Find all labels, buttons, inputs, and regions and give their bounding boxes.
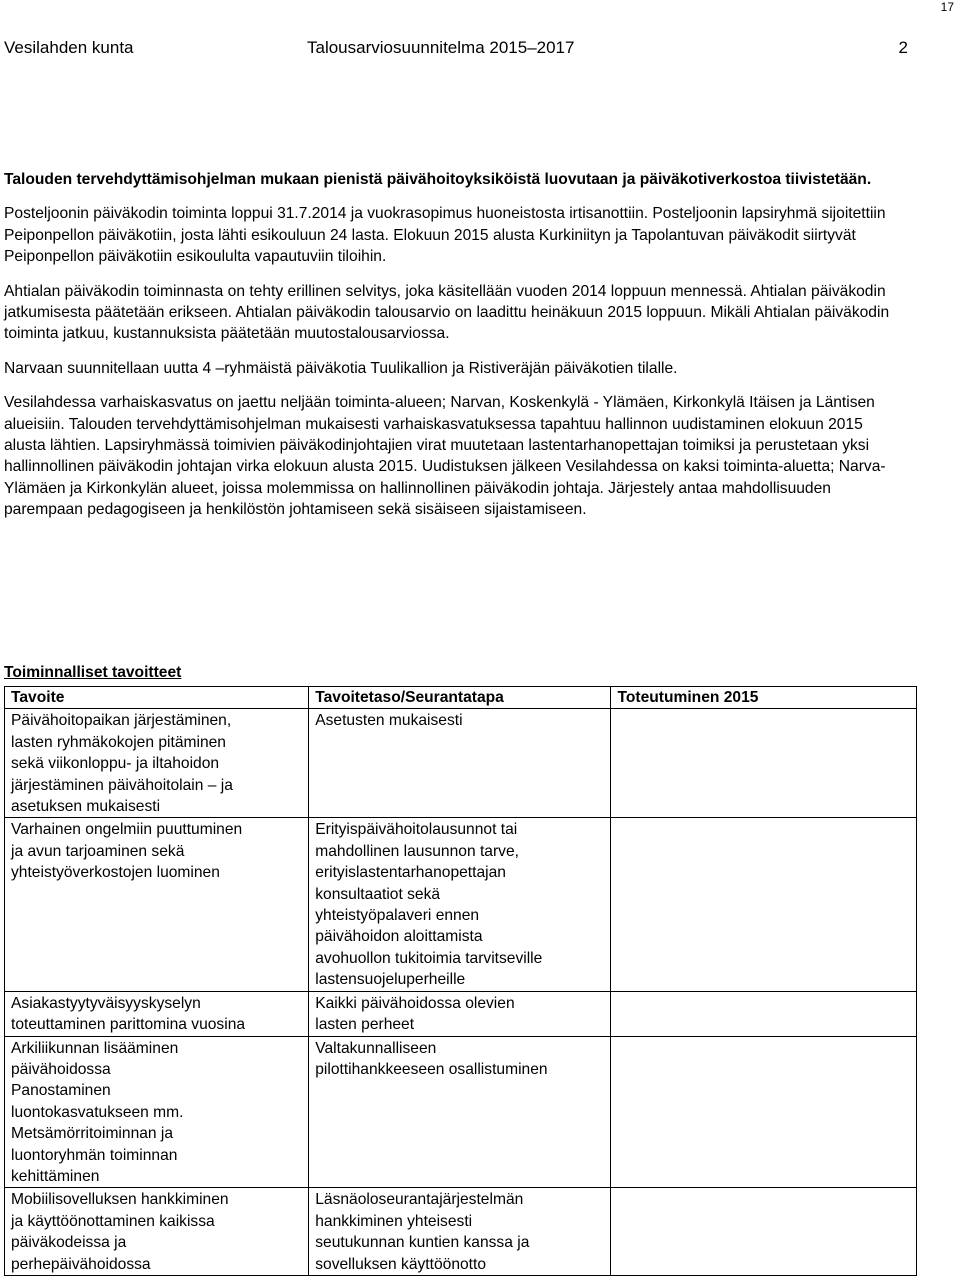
- goal-cell: [5, 1188, 309, 1276]
- cell-line: sekä viikonloppu- ja iltahoidon: [11, 755, 220, 773]
- section-title: Toiminnalliset tavoitteet: [4, 664, 182, 681]
- cell-line: yhteistyöpalaveri ennen: [315, 907, 480, 925]
- paragraph: Narvaan suunnitellaan uutta 4 –ryhmäistä päiväkotia Tuulikallion ja Ristiveräjän päiväkotien tilalle.: [4, 359, 678, 377]
- section-number: 2: [898, 38, 908, 57]
- table-row: [5, 991, 917, 1036]
- cell-line: kehittäminen: [11, 1167, 100, 1185]
- result-cell: [611, 1188, 917, 1276]
- cell-line: avohuollon tukitoimia tarvitseville: [315, 949, 543, 967]
- cell-line: Läsnäoloseurantajärjestelmän: [315, 1191, 524, 1209]
- goals-table: [4, 686, 917, 1276]
- goal-cell: [5, 709, 309, 818]
- level-cell: [309, 1188, 611, 1276]
- body-text: [4, 169, 904, 534]
- level-cell: [309, 991, 611, 1036]
- goal-cell: [5, 818, 309, 991]
- cell-line: konsultaatiot sekä: [315, 885, 441, 903]
- plan-title: Talousarviosuunnitelma 2015–2017: [307, 38, 575, 57]
- level-cell: [309, 709, 611, 818]
- cell-line: luontokasvatukseen mm.: [11, 1103, 184, 1121]
- cell-line: Kaikki päivähoidossa olevien: [315, 994, 515, 1012]
- result-cell: [611, 1036, 917, 1188]
- organization-name: Vesilahden kunta: [4, 38, 134, 57]
- table-body: [5, 709, 917, 1276]
- column-header: Tavoite: [5, 687, 309, 709]
- cell-line: Metsämörritoiminnan ja: [11, 1125, 174, 1143]
- cell-line: päivähoidossa: [11, 1060, 111, 1078]
- cell-line: seutukunnan kuntien kanssa ja: [315, 1234, 530, 1252]
- cell-line: Panostaminen: [11, 1082, 111, 1100]
- cell-line: lasten perheet: [315, 1016, 415, 1034]
- paragraph: Vesilahdessa varhaiskasvatus on jaettu neljään toiminta-alueen; Narvan, Koskenkylä - Ylämäen, Kirkonkylä Itäisen ja Läntisen alueisiin. Talouden tervehdyttämisohjelman mukaisesti varhaiskasvatuksessa tapahtuu hallinnon uudistaminen elokuun 2015 alusta lähtien. Lapsiryhmässä toimivien päiväkodinjohtajien virat muutetaan lastentarhanopettajan toimiksi ja perustetaan yksi hallinnollinen päiväkodin johtajan virka elokuun alusta 2015. Uudistuksen jälkeen Vesilahdessa on kaksi toiminta-aluetta; Narva- Ylämäen ja Kirkonkylän alueet, joissa molemmissa on hallinnollinen päiväkodin johtaja. Järjestely antaa mahdollisuuden parempaan pedagogiseen ja henkilöstön johtamiseen sekä sisäiseen sijaistamiseen.: [4, 394, 886, 519]
- cell-line: Mobiilisovelluksen hankkiminen: [11, 1191, 229, 1209]
- cell-line: Valtakunnalliseen: [315, 1039, 437, 1057]
- table-row: [5, 818, 917, 991]
- cell-line: hankkiminen yhteisesti: [315, 1212, 473, 1230]
- cell-line: lasten ryhmäkokojen pitäminen: [11, 733, 226, 751]
- table-row: [5, 1188, 917, 1276]
- cell-line: Arkiliikunnan lisääminen: [11, 1039, 179, 1057]
- table-header-row: [5, 687, 917, 709]
- page-number: 17: [940, 0, 954, 14]
- cell-line: erityislastentarhanopettajan: [315, 864, 506, 882]
- lead-paragraph: Talouden tervehdyttämisohjelman mukaan pienistä päivähoitoyksiköistä luovutaan ja päiväkotiverkostoa tiivistetään.: [4, 171, 872, 188]
- result-cell: [611, 818, 917, 991]
- level-cell: [309, 1036, 611, 1188]
- goal-cell: [5, 991, 309, 1036]
- result-cell: [611, 709, 917, 818]
- cell-line: Päivähoitopaikan järjestäminen,: [11, 712, 232, 730]
- cell-line: Asiakastyytyväisyyskyselyn: [11, 994, 201, 1012]
- cell-line: Asetusten mukaisesti: [315, 712, 463, 730]
- cell-line: pilottihankkeeseen osallistuminen: [315, 1060, 548, 1078]
- cell-line: Varhainen ongelmiin puuttuminen: [11, 821, 243, 839]
- column-header: Tavoitetaso/Seurantatapa: [309, 687, 611, 709]
- table-row: [5, 709, 917, 818]
- goal-cell: [5, 1036, 309, 1188]
- result-cell: [611, 991, 917, 1036]
- cell-line: yhteistyöverkostojen luominen: [11, 864, 220, 882]
- table-row: [5, 1036, 917, 1188]
- cell-line: päivähoidon aloittamista: [315, 928, 483, 946]
- level-cell: [309, 818, 611, 991]
- cell-line: asetuksen mukaisesti: [11, 798, 161, 816]
- cell-line: toteuttaminen parittomina vuosina: [11, 1016, 246, 1034]
- cell-line: järjestäminen päivähoitolain – ja: [11, 776, 233, 794]
- document-header: [4, 38, 908, 60]
- cell-line: sovelluksen käyttöönotto: [315, 1255, 487, 1273]
- paragraph: Posteljoonin päiväkodin toiminta loppui 31.7.2014 ja vuokrasopimus huoneistosta irtisanottiin. Posteljoonin lapsiryhmä sijoitettiin Peiponpellon päiväkotiin, josta lähti esikouluun 24 lasta. Elokuun 2015 alusta Kurkiniityn ja Tapolantuvan päiväkodit siirtyvät Peiponpellon päiväkotiin esikoululta vapautuviin tiloihin.: [4, 205, 886, 266]
- cell-line: perhepäivähoidossa: [11, 1255, 151, 1273]
- paragraph: Ahtialan päiväkodin toiminnasta on tehty erillinen selvitys, joka käsitellään vuoden 2014 loppuun mennessä. Ahtialan päiväkodin jatkumisesta päätetään erikseen. Ahtialan päiväkodin talousarvio on laadittu heinäkuun 2015 loppuun. Mikäli Ahtialan päiväkodin toiminta jatkuu, kustannuksista päätetään muutostalousarviossa.: [4, 282, 890, 343]
- cell-line: lastensuojeluperheille: [315, 971, 466, 989]
- column-header: Toteutuminen 2015: [611, 687, 917, 709]
- cell-line: ja käyttöönottaminen kaikissa: [11, 1212, 215, 1230]
- cell-line: päiväkodeissa ja: [11, 1234, 127, 1252]
- cell-line: luontoryhmän toiminnan: [11, 1146, 178, 1164]
- cell-line: Erityispäivähoitolausunnot tai: [315, 821, 518, 839]
- cell-line: ja avun tarjoaminen sekä: [11, 842, 185, 860]
- cell-line: mahdollinen lausunnon tarve,: [315, 842, 519, 860]
